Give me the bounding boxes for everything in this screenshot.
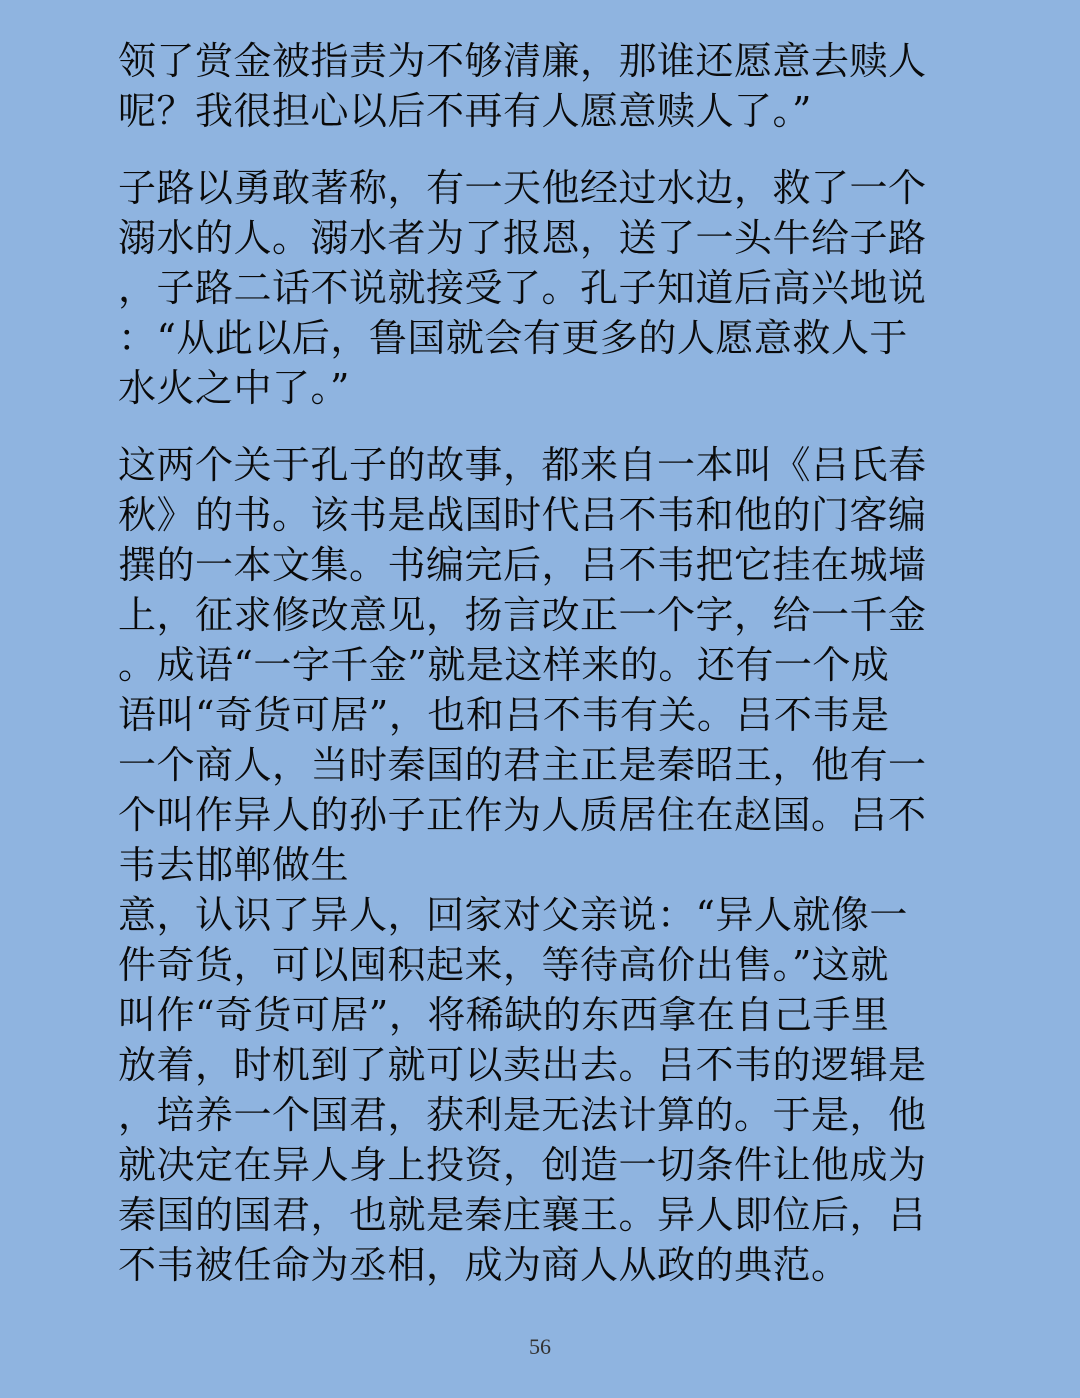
text-line: ，子路二话不说就接受了。孔子知道后高兴地说	[118, 266, 927, 310]
text-line: 放着，时机到了就可以卖出去。吕不韦的逻辑是	[118, 1043, 927, 1087]
text-line: 不韦被任命为丞相，成为商人从政的典范。	[118, 1243, 850, 1287]
text-line: 秦国的国君，也就是秦庄襄王。异人即位后，吕	[118, 1193, 927, 1237]
text-line: 秋》的书。该书是战国时代吕不韦和他的门客编	[118, 493, 927, 537]
text-line: 韦去邯郸做生	[118, 843, 350, 887]
page-number: 56	[529, 1334, 551, 1359]
text-line: 意，认识了异人，回家对父亲说：“异人就像一	[118, 893, 908, 937]
text-line: 这两个关于孔子的故事，都来自一本叫《吕氏春	[118, 443, 927, 487]
page-body	[118, 36, 958, 1317]
text-line: 个叫作异人的孙子正作为人质居住在赵国。吕不	[118, 793, 927, 837]
text-line: 就决定在异人身上投资，创造一切条件让他成为	[118, 1143, 927, 1187]
paragraph-zilu-story	[118, 163, 958, 413]
text-line: 子路以勇敢著称，有一天他经过水边，救了一个	[118, 166, 927, 210]
text-line: 水火之中了。”	[118, 366, 350, 410]
text-line: 叫作“奇货可居”，将稀缺的东西拿在自己手里	[118, 993, 890, 1037]
text-line: 溺水的人。溺水者为了报恩，送了一头牛给子路	[118, 216, 927, 260]
text-line: ，培养一个国君，获利是无法计算的。于是，他	[118, 1093, 927, 1137]
text-line: 语叫“奇货可居”，也和吕不韦有关。吕不韦是	[118, 693, 890, 737]
text-line: ：“从此以后，鲁国就会有更多的人愿意救人于	[118, 316, 908, 360]
paragraph-ransom-ending	[118, 36, 958, 136]
text-line: 领了赏金被指责为不够清廉，那谁还愿意去赎人	[118, 39, 927, 83]
text-line: 件奇货，可以囤积起来，等待高价出售。”这就	[118, 943, 889, 987]
text-line: 上，征求修改意见，扬言改正一个字，给一千金	[118, 593, 927, 637]
text-line: 呢？我很担心以后不再有人愿意赎人了。”	[118, 89, 812, 133]
text-line: 一个商人，当时秦国的君主正是秦昭王，他有一	[118, 743, 927, 787]
text-line: 撰的一本文集。书编完后，吕不韦把它挂在城墙	[118, 543, 927, 587]
paragraph-lvshi-chunqiu	[118, 440, 958, 1290]
text-line: 。成语“一字千金”就是这样来的。还有一个成	[118, 643, 890, 687]
